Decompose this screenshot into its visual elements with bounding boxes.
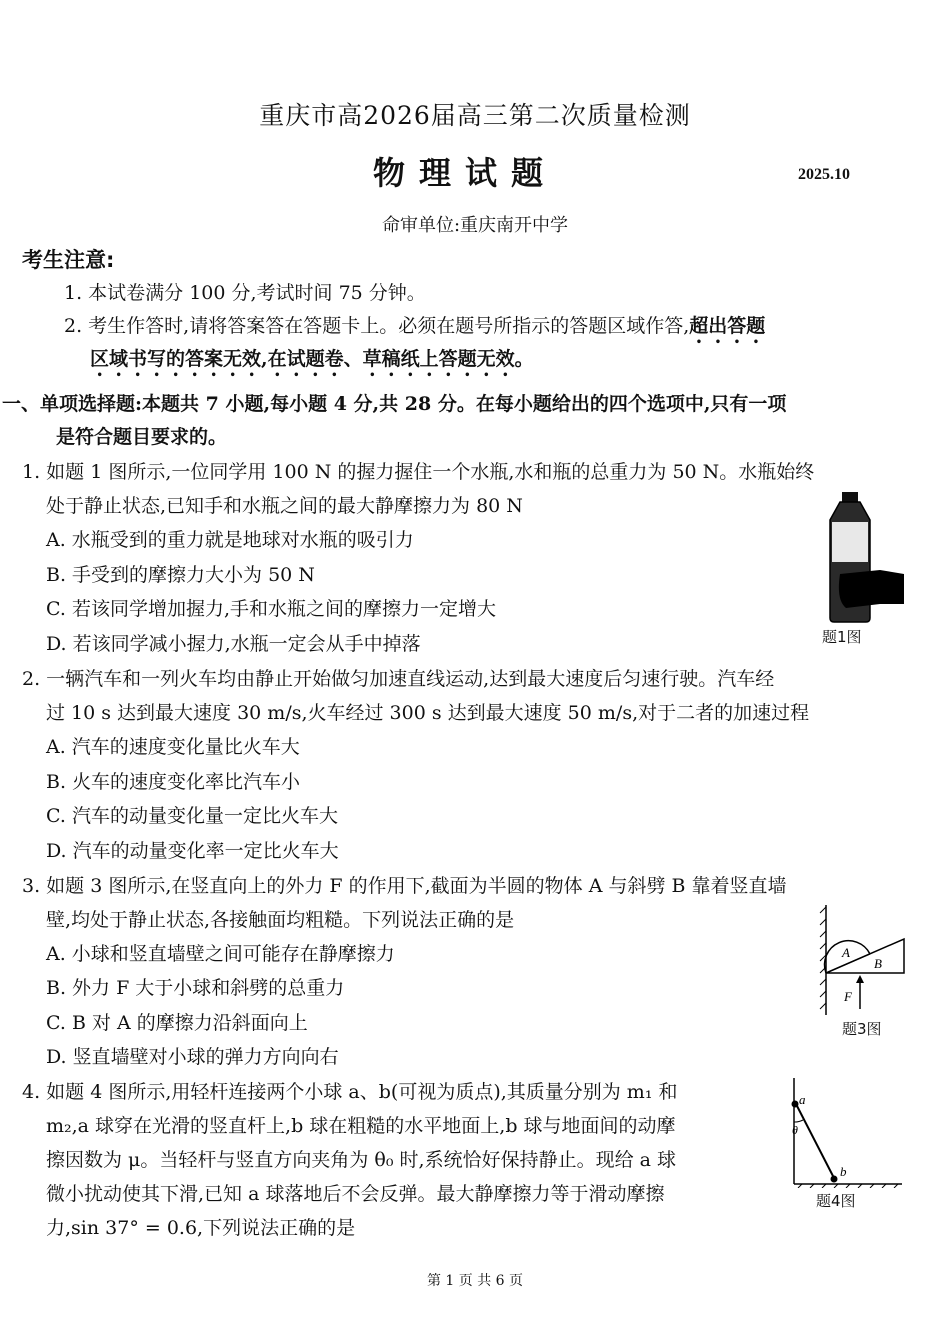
label-b: B <box>874 956 882 971</box>
notice-item-2-emphasis: 超出答题 <box>689 315 766 337</box>
q3-stem: 3. 如题 3 图所示,在竖直向上的外力 F 的作用下,截面为半圆的物体 A 与斜劈 B 靠着竖直墙 <box>22 875 787 897</box>
force-f-arrowhead <box>856 975 864 983</box>
q2-option-d: D. 汽车的动量变化率一定比火车大 <box>46 840 339 862</box>
q1-option-c: C. 若该同学增加握力,手和水瓶之间的摩擦力一定增大 <box>46 598 496 620</box>
q1-stem-cont: 处于静止状态,已知手和水瓶之间的最大静摩擦力为 80 N <box>46 495 523 517</box>
notice-item-2-emphasis-cont: 区域书写的答案无效,在试题卷、草稿纸上答题无效。 <box>90 348 534 370</box>
q4-stem: 4. 如题 4 图所示,用轻杆连接两个小球 a、b(可视为质点),其质量分别为 m₁ 和 <box>22 1081 678 1103</box>
q1-figure-caption: 题1图 <box>822 628 862 646</box>
q1-option-b: B. 手受到的摩擦力大小为 50 N <box>46 564 315 586</box>
page-number: 第 1 页 共 6 页 <box>426 1273 524 1289</box>
author-unit: 命审单位:重庆南开中学 <box>381 215 569 236</box>
angle-arc <box>794 1120 803 1122</box>
q4-stem-cont-4: 力,sin 37° = 0.6,下列说法正确的是 <box>46 1217 356 1239</box>
section-1-heading: 一、单项选择题:本题共 7 小题,每小题 4 分,共 28 分。在每小题给出的四个选项中,只有一项 <box>2 393 787 415</box>
q1-option-a: A. 水瓶受到的重力就是地球对水瓶的吸引力 <box>46 529 414 551</box>
q3-option-a: A. 小球和竖直墙壁之间可能存在静摩擦力 <box>46 943 395 965</box>
q3-figure-caption: 题3图 <box>842 1020 882 1038</box>
exam-title: 重庆市高2026届高三第二次质量检测 <box>259 101 691 130</box>
bottle-figure <box>820 492 904 624</box>
notice-item-2-cont <box>90 342 534 381</box>
q2-option-b: B. 火车的速度变化率比汽车小 <box>46 771 301 793</box>
label-f: F <box>844 989 852 1004</box>
label-theta: θ <box>792 1123 798 1137</box>
q2-option-a: A. 汽车的速度变化量比火车大 <box>46 736 300 758</box>
q3-stem-cont: 壁,均处于静止状态,各接触面均粗糙。下列说法正确的是 <box>46 909 515 931</box>
label-ball-b: b <box>840 1164 847 1179</box>
light-rod <box>796 1104 834 1178</box>
q2-stem-cont: 过 10 s 达到最大速度 30 m/s,火车经过 300 s 达到最大速度 50 m/s,对于二者的加速过程 <box>46 702 810 724</box>
notice-item-2-text: 2. 考生作答时,请将答案答在答题卡上。必须在题号所指示的答题区域作答, <box>64 315 690 337</box>
subject-title: 物理试题 <box>372 154 557 192</box>
q4-stem-cont-3: 微小扰动使其下滑,已知 a 球落地后不会反弹。最大静摩擦力等于滑动摩擦 <box>46 1183 665 1205</box>
q1-stem: 1. 如题 1 图所示,一位同学用 100 N 的握力握住一个水瓶,水和瓶的总重力为 50 N。水瓶始终 <box>22 461 815 483</box>
bottle-cap <box>842 492 858 502</box>
section-1-heading-cont: 是符合题目要求的。 <box>56 426 228 448</box>
bottle-label <box>832 522 868 562</box>
q3-option-d: D. 竖直墙壁对小球的弹力方向向右 <box>46 1046 339 1068</box>
hand-shape <box>839 570 904 608</box>
q4-stem-cont-1: m₂,a 球穿在光滑的竖直杆上,b 球在粗糙的水平地面上,b 球与地面间的动摩 <box>46 1115 676 1137</box>
q4-stem-cont-2: 擦因数为 μ。当轻杆与竖直方向夹角为 θ₀ 时,系统恰好保持静止。现给 a 球 <box>46 1149 676 1171</box>
label-a: A <box>842 945 850 960</box>
label-ball-a: a <box>799 1092 806 1107</box>
q4-figure-caption: 题4图 <box>816 1192 856 1210</box>
notice-item-1: 1. 本试卷满分 100 分,考试时间 75 分钟。 <box>64 282 426 304</box>
q1-option-d: D. 若该同学减小握力,水瓶一定会从手中掉落 <box>46 633 421 655</box>
rod-balls-figure <box>786 1076 904 1188</box>
ball-b <box>831 1176 838 1183</box>
q3-option-c: C. B 对 A 的摩擦力沿斜面向上 <box>46 1012 308 1034</box>
q3-option-b: B. 外力 F 大于小球和斜劈的总重力 <box>46 977 345 999</box>
q2-stem: 2. 一辆汽车和一列火车均由静止开始做匀加速直线运动,达到最大速度后匀速行驶。汽车经 <box>22 668 775 690</box>
ball-a <box>792 1101 799 1108</box>
q2-option-c: C. 汽车的动量变化量一定比火车大 <box>46 805 338 827</box>
exam-date: 2025.10 <box>798 166 850 183</box>
wall-wedge-figure <box>818 905 908 1017</box>
notice-heading: 考生注意: <box>22 248 115 272</box>
